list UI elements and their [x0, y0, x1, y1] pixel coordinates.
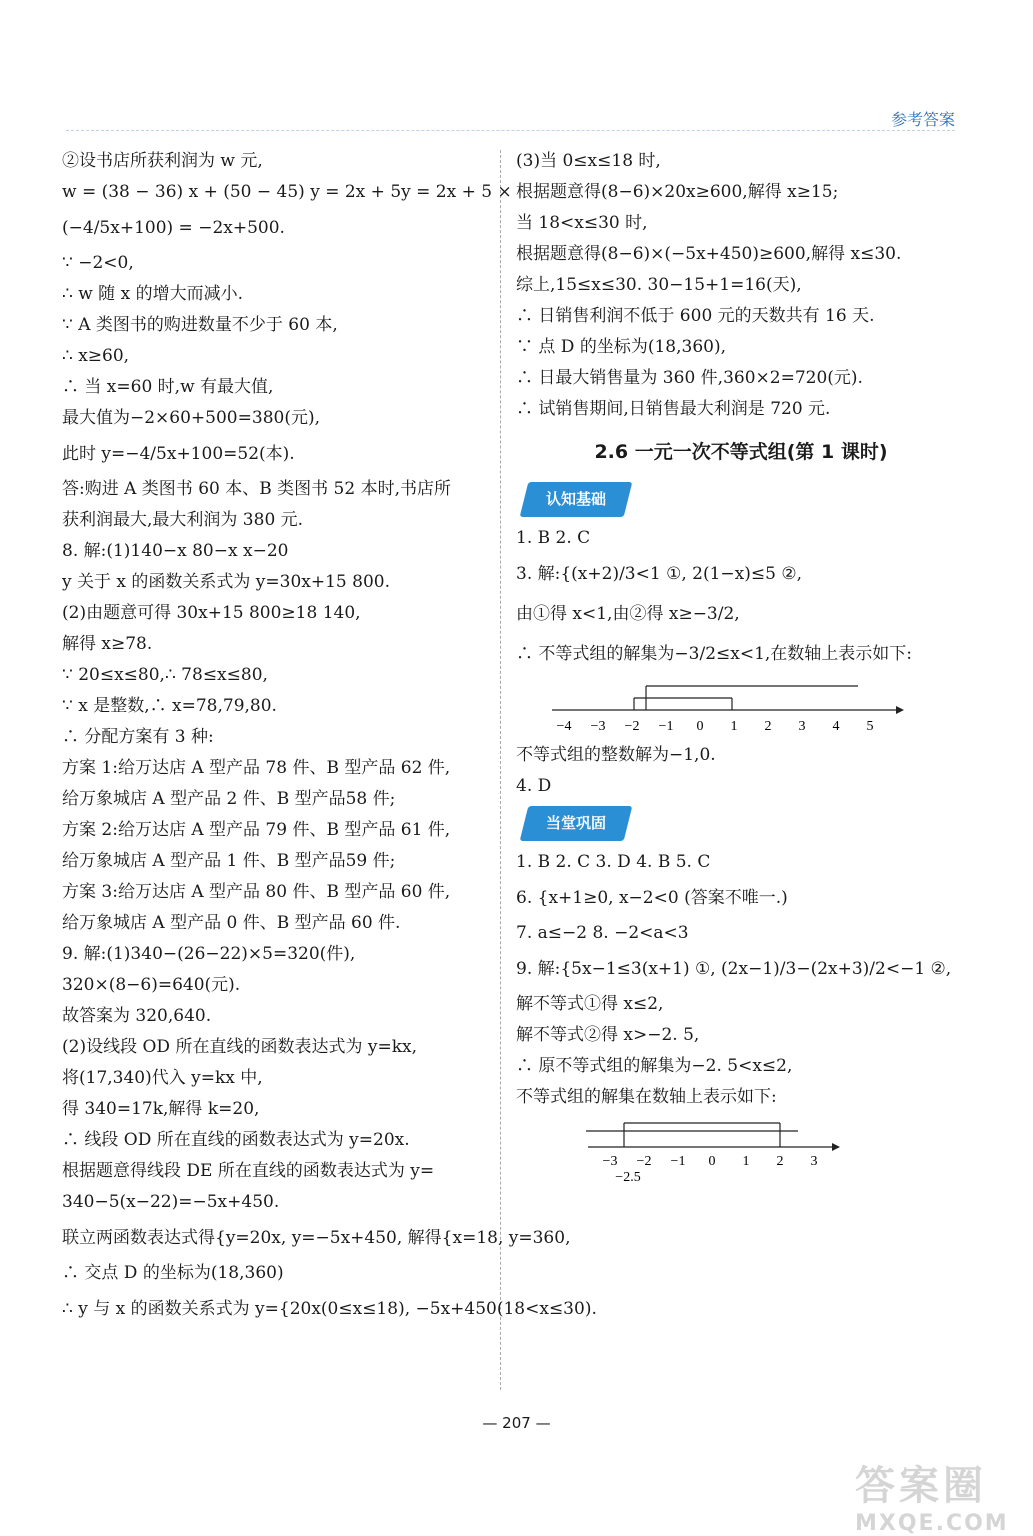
header-divider: [66, 130, 955, 131]
answer-line: 解不等式②得 x>−2. 5,: [516, 1025, 700, 1045]
tick-label: 2: [776, 1154, 784, 1169]
text-line: ∴ w 随 x 的增大而减小.: [62, 284, 243, 304]
section-badge-practice: [520, 806, 633, 841]
watermark-logo-text: 答案圈: [855, 1463, 987, 1509]
tick-label: 0: [696, 719, 704, 734]
answer-line: 3. 解:{(x+2)/3<1 ①, 2(1−x)≤5 ②,: [516, 564, 802, 584]
tick-label: 3: [810, 1154, 818, 1169]
answer-line: ∴ 原不等式组的解集为−2. 5<x≤2,: [516, 1056, 793, 1076]
text-line: y 关于 x 的函数关系式为 y=30x+15 800.: [62, 572, 391, 592]
text-line: 给万象城店 A 型产品 1 件、B 型产品59 件;: [62, 851, 396, 871]
tick-label: 1: [742, 1154, 750, 1169]
text-line: 根据题意得(8−6)×20x≥600,解得 x≥15;: [516, 182, 839, 202]
text-line: (−4/5x+100) = −2x+500.: [62, 218, 285, 238]
text-line: ∴ 日销售利润不低于 600 元的天数共有 16 天.: [516, 306, 875, 326]
text-line: 根据题意得线段 DE 所在直线的函数表达式为 y=: [62, 1161, 435, 1181]
tick-label-extra: −2.5: [615, 1170, 641, 1185]
badge-label: 当堂巩固: [546, 814, 607, 832]
watermark: [855, 1454, 1015, 1536]
text-line: ∵ A 类图书的购进数量不少于 60 本,: [62, 315, 338, 335]
tick-label: −1: [670, 1154, 686, 1169]
text-line: 此时 y=−4/5x+100=52(本).: [62, 444, 295, 464]
text-line: ∴ 分配方案有 3 种:: [62, 727, 214, 747]
text-line: 得 340=17k,解得 k=20,: [62, 1099, 260, 1119]
text-line: 方案 2:给万达店 A 型产品 79 件、B 型产品 61 件,: [62, 820, 451, 840]
tick-label: 4: [832, 719, 840, 734]
tick-label: −4: [556, 719, 572, 734]
answer-line: 1. B 2. C: [516, 528, 591, 548]
page-number: — 207 —: [482, 1414, 551, 1432]
text-line: 给万象城店 A 型产品 0 件、B 型产品 60 件.: [62, 913, 401, 933]
text-line: ∴ 交点 D 的坐标为(18,360): [62, 1263, 284, 1283]
answer-line: 解不等式①得 x≤2,: [516, 994, 664, 1014]
answer-line: 由①得 x<1,由②得 x≥−3/2,: [516, 604, 740, 624]
text-line: 获利润最大,最大利润为 380 元.: [62, 510, 304, 530]
text-line: 给万象城店 A 型产品 2 件、B 型产品58 件;: [62, 789, 396, 809]
text-line: (2)设线段 OD 所在直线的函数表达式为 y=kx,: [62, 1037, 417, 1057]
tick-label: 3: [798, 719, 806, 734]
tick-label: 2: [764, 719, 772, 734]
text-line: 方案 3:给万达店 A 型产品 80 件、B 型产品 60 件,: [62, 882, 451, 902]
text-line: 综上,15≤x≤30. 30−15+1=16(天),: [516, 275, 802, 295]
text-line: (3)当 0≤x≤18 时,: [516, 151, 661, 171]
answer-line: 9. 解:{5x−1≤3(x+1) ①, (2x−1)/3−(2x+3)/2<−1 ②,: [516, 959, 952, 979]
text-line: ②设书店所获利润为 w 元,: [62, 151, 263, 171]
problem-8-line: 8. 解:(1)140−x 80−x x−20: [62, 541, 289, 561]
watermark-url: MXQE.COM: [855, 1511, 1009, 1536]
text-line: 方案 1:给万达店 A 型产品 78 件、B 型产品 62 件,: [62, 758, 451, 778]
tick-label: 1: [730, 719, 738, 734]
text-line: ∵ 点 D 的坐标为(18,360),: [516, 337, 726, 357]
number-line-2: [546, 1117, 846, 1187]
answer-line: 1. B 2. C 3. D 4. B 5. C: [516, 852, 711, 872]
text-line: ∴ y 与 x 的函数关系式为 y={20x(0≤x≤18), −5x+450(18<x≤30).: [62, 1299, 597, 1319]
tick-label: −1: [658, 719, 674, 734]
number-line-1: [546, 678, 906, 738]
text-line: w = (38 − 36) x + (50 − 45) y = 2x + 5y = 2x + 5 ×: [62, 182, 512, 202]
section-title: 2.6 一元一次不等式组(第 1 课时): [594, 441, 888, 463]
text-line: 根据题意得(8−6)×(−5x+450)≥600,解得 x≤30.: [516, 244, 902, 264]
tick-label: −2: [636, 1154, 652, 1169]
tick-label: 5: [866, 719, 874, 734]
text-line: ∴ x≥60,: [62, 346, 130, 366]
text-line: ∴ 当 x=60 时,w 有最大值,: [62, 377, 274, 397]
header-label: 参考答案: [890, 110, 955, 129]
answer-line: 不等式组的解集在数轴上表示如下:: [516, 1087, 777, 1107]
text-line: (2)由题意可得 30x+15 800≥18 140,: [62, 603, 361, 623]
text-line: ∴ 线段 OD 所在直线的函数表达式为 y=20x.: [62, 1130, 410, 1150]
answer-line: 7. a≤−2 8. −2<a<3: [516, 923, 689, 943]
text-line: ∴ 试销售期间,日销售最大利润是 720 元.: [516, 399, 831, 419]
tick-label: 0: [708, 1154, 716, 1169]
text-line: 联立两函数表达式得{y=20x, y=−5x+450, 解得{x=18, y=360,: [62, 1228, 571, 1248]
text-line: 故答案为 320,640.: [62, 1006, 212, 1026]
text-line: 340−5(x−22)=−5x+450.: [62, 1192, 280, 1212]
text-line: ∵ 20≤x≤80,∴ 78≤x≤80,: [62, 665, 268, 685]
text-line: 解得 x≥78.: [62, 634, 153, 654]
answer-line: 不等式组的整数解为−1,0.: [516, 745, 716, 765]
right-column: [516, 146, 966, 1189]
answer-line: 6. {x+1≥0, x−2<0 (答案不唯一.): [516, 888, 788, 908]
tick-label: −3: [602, 1154, 618, 1169]
answer-line: 4. D: [516, 776, 552, 796]
text-line: 320×(8−6)=640(元).: [62, 975, 241, 995]
problem-9-line: 9. 解:(1)340−(26−22)×5=320(件),: [62, 944, 356, 964]
tick-label: −3: [590, 719, 606, 734]
text-line: ∵ −2<0,: [62, 253, 134, 273]
text-line: 答:购进 A 类图书 60 本、B 类图书 52 本时,书店所: [62, 479, 451, 499]
badge-label: 认知基础: [546, 490, 607, 508]
answer-line: ∴ 不等式组的解集为−3/2≤x<1,在数轴上表示如下:: [516, 644, 913, 664]
text-line: 当 18<x≤30 时,: [516, 213, 648, 233]
text-line: ∴ 日最大销售量为 360 件,360×2=720(元).: [516, 368, 863, 388]
tick-label: −2: [624, 719, 640, 734]
text-line: ∵ x 是整数,∴ x=78,79,80.: [62, 696, 277, 716]
text-line: 最大值为−2×60+500=380(元),: [62, 408, 320, 428]
column-divider: [500, 150, 501, 1390]
text-line: 将(17,340)代入 y=kx 中,: [62, 1068, 263, 1088]
section-badge-basic: [520, 482, 633, 517]
